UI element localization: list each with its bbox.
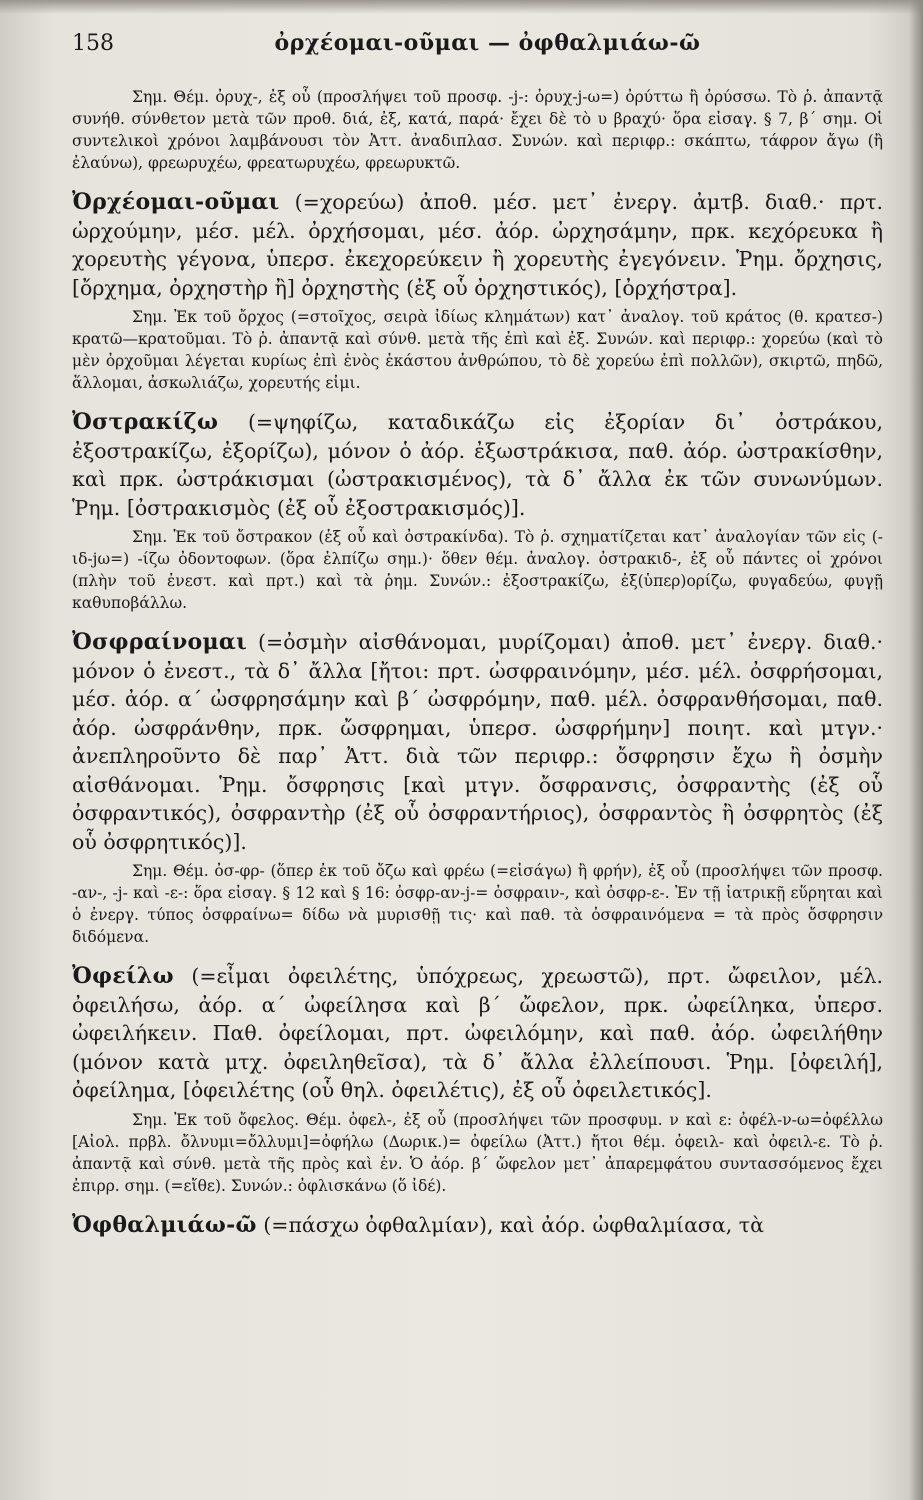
headword: Ὀστρακίζω	[72, 409, 219, 435]
page-shadow-right	[909, 0, 923, 1500]
page-header	[72, 30, 883, 74]
entry-body: (=πάσχω ὀφθαλμίαν), καὶ ἀόρ. ὠφθαλμίασα, τὰ	[263, 1212, 764, 1237]
entry-osphrainomai	[72, 628, 883, 948]
entry-body: (=ψηφίζω, καταδικάζω εἰς ἐξορίαν δι᾽ ὀστράκου, ἐξοστρακίζω, ἐξορίζω), μόνον ὁ ἀόρ. ἐξωστράκισα, παθ. ἀόρ. ὠστρακίσθην, καὶ πρκ. ὠστράκισμαι (ὠστρακισμένος), τὰ δ᾽ ἄλλα ἐκ τῶν συνωνύμων. Ῥημ. [ὀστρακισμὸς (ἐξ οὗ ἐξοστρακισμός)].	[72, 410, 883, 520]
entry-ostrakizo	[72, 408, 883, 614]
headword: Ὀφθαλμιάω-ῶ	[72, 1211, 257, 1238]
entry-orcheomai	[72, 188, 883, 394]
entry-note: Σημ. Θέμ. ὀσ-φρ- (ὅπερ ἐκ τοῦ ὄζω καὶ φρέω (=εἰσάγω) ἢ φρήν), ἐξ οὗ (προσλήψει τῶν προσφ. -αν-, -j- καὶ -ε-: ὅρα εἰσαγ. § 12 καὶ § 16: ὀσφρ-αν-j-= ὀσφραιν-, καὶ ὀσφρ-ε-. Ἐν τῇ ἰατρικῇ εὕρηται καὶ ὁ ἐνεργ. τύπος ὀσφραίνω= δίδω νὰ μυρισθῇ τις· καὶ παθ. τὰ ὀσφραινόμενα = τὰ πρὸς ὄσφρησιν διδόμενα.	[72, 862, 883, 946]
entry-opheilo	[72, 962, 883, 1197]
entry-body: (=χορεύω) ἀποθ. μέσ. μετ᾽ ἐνεργ. ἀμτβ. διαθ.· πρτ. ὠρχούμην, μέσ. μέλ. ὀρχήσομαι, μέσ. ἀόρ. ὠρχησάμην, πρκ. κεχόρευκα ἢ χορευτὴς γέγονα, ὑπερσ. ἐκεχορεύκειν ἢ χορευτὴς ἐγεγόνειν. Ῥημ. ὄρχησις, [ὄρχημα, ὀρχηστὴρ ἢ] ὀρχηστὴς (ἐξ οὗ ὀρχηστικός), [ὀρχήστρα].	[72, 190, 883, 300]
headword: Ὀσφραίνομαι	[72, 629, 248, 655]
headword: Ὀρχέομαι-οῦμαι	[72, 189, 280, 215]
running-head: ὀρχέομαι-οῦμαι — ὀφθαλμιάω-ῶ	[274, 30, 701, 56]
headword: Ὀφείλω	[72, 963, 174, 989]
page-number: 158	[72, 31, 114, 56]
entry-body: (=εἶμαι ὀφειλέτης, ὑπόχρεως, χρεωστῶ), πρτ. ὤφειλον, μέλ. ὀφειλήσω, ἀόρ. α΄ ὠφείλησα καὶ β΄ ὤφελον, πρκ. ὠφείληκα, ὑπερσ. ὠφειλήκειν. Παθ. ὀφείλομαι, πρτ. ὠφειλόμην, καὶ παθ. ἀόρ. ὠφειλήθην (μόνον κατὰ μτχ. ὀφειληθεῖσα), τὰ δ᾽ ἄλλα ἐλλείπουσι. Ῥημ. [ὀφειλή], ὀφείλημα, [ὀφειλέτης (οὗ θηλ. ὀφειλέτις), ἐξ οὗ ὀφειλετικός].	[72, 964, 883, 1102]
continued-note: Σημ. Θέμ. ὀρυχ-, ἐξ οὗ (προσλήψει τοῦ προσφ. -j-: ὀρυχ-j-ω=) ὀρύττω ἢ ὀρύσσω. Τὸ ῥ. ἀπαντᾷ συνήθ. σύνθετον μετὰ τῶν προθ. διά, ἐξ, κατά, παρά· ἔχει δὲ τὸ υ βραχύ· ὅρα εἰσαγ. § 7, β΄ σημ. Οἱ συντελικοὶ χρόνοι λαμβάνουσι τὸν Ἀττ. ἀναδιπλασ. Συνών. καὶ περιφρ.: σκάπτω, τάφρον ἄγω (ἢ ἐλαύνω), φρεωρυχέω, φρεατωρυχέω, φρεωρυκτῶ.	[72, 88, 883, 172]
entry-note: Σημ. Ἐκ τοῦ ὄρχος (=στοῖχος, σειρὰ ἰδίως κλημάτων) κατ᾽ ἀναλογ. τοῦ κράτος (θ. κρατεσ-) κρατῶ—κρατοῦμαι. Τὸ ῥ. ἀπαντᾷ καὶ σύνθ. μετὰ τῆς ἐπὶ καὶ ἐξ. Συνών. καὶ περιφρ.: χορεύω (καὶ τὸ μὲν ὀρχοῦμαι λέγεται κυρίως ἐπὶ ἑνὸς ἑκάστου ἀνθρώπου, τὸ δὲ χορεύω ἐπὶ πολλῶν), σκιρτῶ, πηδῶ, ἅλλομαι, ἀσκωλιάζω, χορευτής εἰμι.	[72, 308, 883, 392]
entry-note: Σημ. Ἐκ τοῦ ὄφελος. Θέμ. ὀφελ-, ἐξ οὗ (προσλήψει τῶν προσφυμ. ν καὶ ε: ὀφέλ-ν-ω=ὀφέλλω [Αἰολ. πρβλ. ὄλνυμι=ὄλλυμι]=ὀφήλω (Δωρικ.)= ὀφείλω (Ἀττ.) ἤτοι θέμ. ὀφειλ- καὶ ὀφειλ-ε. Τὸ ῥ. ἀπαντᾷ καὶ σύνθ. μετὰ τῆς πρὸς καὶ ἐν. Ὁ ἀόρ. β΄ ὤφελον μετ᾽ ἀπαρεμφάτου συντασσόμενος ἔχει ἐπιρρ. σημ. (=εἴθε). Συνών.: ὀφλισκάνω (ὅ ἰδέ).	[72, 1110, 883, 1195]
entry-ophthalmiao	[72, 1211, 883, 1240]
page-shadow-top	[0, 0, 923, 14]
entry-note: Σημ. Ἐκ τοῦ ὄστρακον (ἐξ οὗ καὶ ὀστρακίνδα). Τὸ ῥ. σχηματίζεται κατ᾽ ἀναλογίαν τῶν εἰς (-ιδ-jω=) -ίζω ὀδοντοφων. (ὅρα ἐλπίζω σημ.)· ὅθεν θέμ. ἀναλογ. ὀστρακιδ-, ἐξ οὗ πάντες οἱ χρόνοι (πλὴν τοῦ ἐνεστ. καὶ πρτ.) καὶ τὰ ῥημ. Συνών.: ἐξοστρακίζω, ἐξ(ὑπερ)ορίζω, φυγαδεύω, φυγῇ καθυποβάλλω.	[72, 528, 883, 612]
entry-body: (=ὀσμὴν αἰσθάνομαι, μυρίζομαι) ἀποθ. μετ᾽ ἐνεργ. διαθ.· μόνον ὁ ἐνεστ., τὰ δ᾽ ἄλλα [ἤτοι: πρτ. ὠσφραινόμην, μέσ. μέλ. ὀσφρήσομαι, μέσ. ἀόρ. α΄ ὠσφρησάμην καὶ β΄ ὠσφρόμην, παθ. μέλ. ὀσφρανθήσομαι, παθ. ἀόρ. ὠσφράνθην, πρκ. ὤσφρημαι, ὑπερσ. ὠσφρήμην] ποιητ. καὶ μτγν.· ἀνεπληροῦντο δὲ παρ᾽ Ἀττ. διὰ τῶν περιφρ.: ὄσφρησιν ἔχω ἢ ὀσμὴν αἰσθάνομαι. Ῥημ. ὄσφρησις [καὶ μτγν. ὄσφρανσις, ὀσφραντὴς (ἐξ οὗ ὀσφραντικός), ὀσφραντὴρ (ἐξ οὗ ὀσφραντήριος), ὀσφραντὸς ἢ ὀσφρητὸς (ἐξ οὗ ὀσφρητικός)].	[72, 630, 883, 854]
